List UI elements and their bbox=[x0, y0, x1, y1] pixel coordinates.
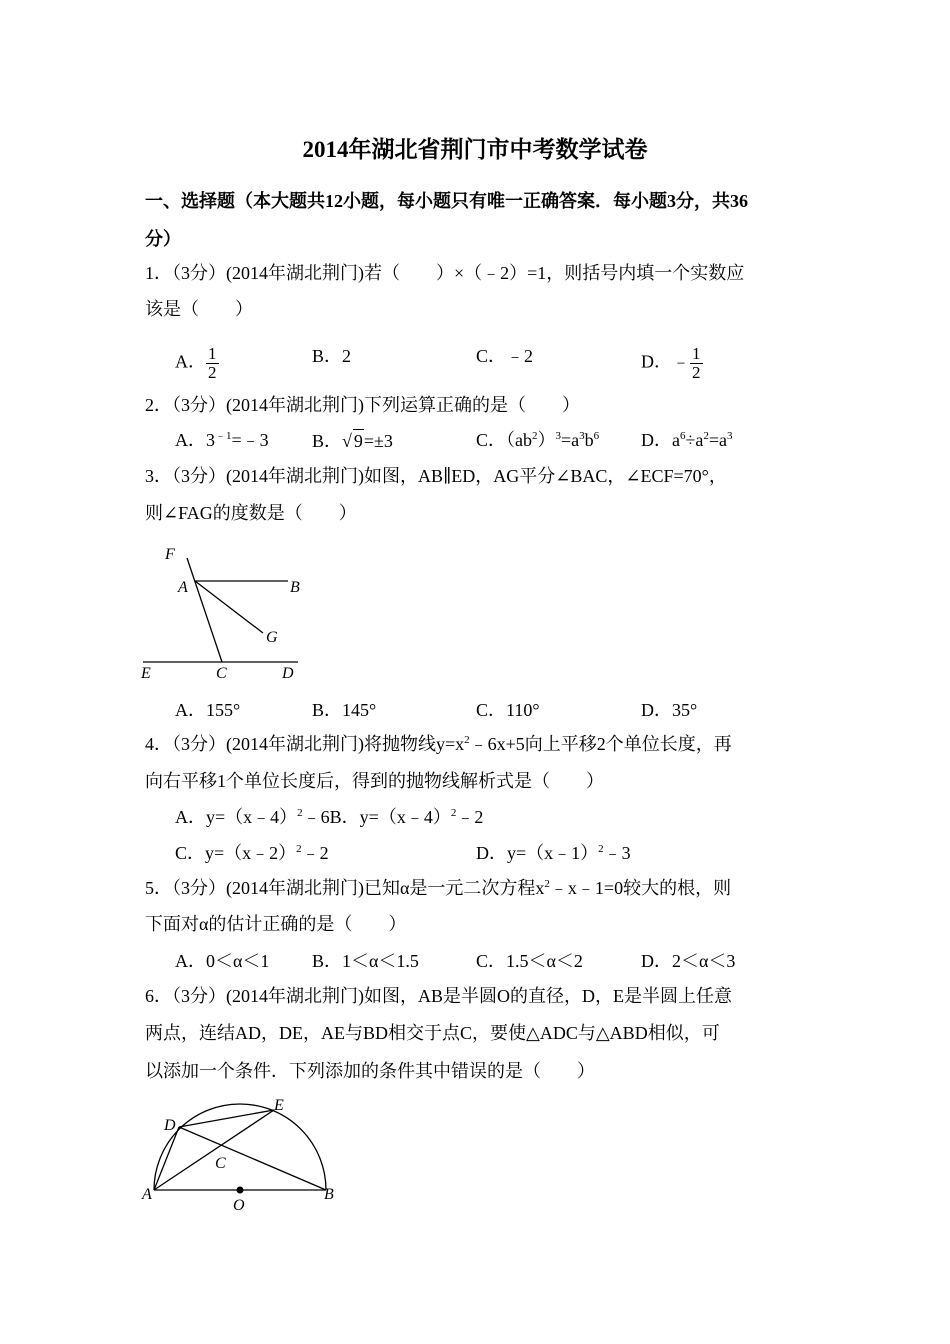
figure-semicircle bbox=[138, 1092, 348, 1217]
q1-option-b: B．2 bbox=[312, 346, 352, 366]
line-ag bbox=[195, 581, 263, 633]
label-c: C bbox=[216, 665, 227, 682]
q3-option-a: A．155° bbox=[175, 700, 241, 720]
label-g: G bbox=[266, 629, 278, 646]
center-point-o bbox=[237, 1187, 244, 1194]
label-a: A bbox=[178, 579, 188, 596]
label-e: E bbox=[274, 1097, 284, 1114]
q5-option-b: B．1＜α＜1.5 bbox=[312, 951, 419, 971]
q6-stem: 6．（3分）(2014年湖北荆门)如图，AB是半圆O的直径，D，E是半圆上任意 bbox=[145, 986, 732, 1006]
q2-option-d: D．$a^6\div a^2=a^3$ bbox=[641, 430, 733, 450]
label-c: C bbox=[215, 1155, 226, 1172]
label-o: O bbox=[233, 1197, 245, 1214]
chord-ad bbox=[154, 1127, 179, 1190]
semicircle-arc bbox=[154, 1104, 326, 1190]
q4-stem-cont: 向右平移1个单位长度后，得到的抛物线解析式是（ ） bbox=[145, 771, 604, 791]
q1-option-a: A． $\frac{1}{2}$ bbox=[175, 344, 217, 382]
q3-option-c: C．110° bbox=[476, 700, 540, 720]
q2-option-b: B．√ 9=±3 bbox=[312, 431, 393, 451]
q5-option-c: C．1.5＜α＜2 bbox=[476, 951, 583, 971]
figure-parallel-lines bbox=[138, 540, 308, 685]
label-b: B bbox=[290, 579, 300, 596]
q6-stem-cont: 两点，连结AD，DE，AE与BD相交于点C，要使△ADC与△ABD相似，可 bbox=[145, 1023, 720, 1043]
q5-option-d: D．2＜α＜3 bbox=[641, 951, 736, 971]
q4-stem: 4．（3分）(2014年湖北荆门)将抛物线$y=x^2﹣6x+5$向上平移2个单位长度，再 bbox=[145, 734, 732, 754]
q4-option-d: D．y=（x﹣1）$^2$﹣3 bbox=[476, 843, 631, 863]
q5-stem-cont: 下面对α的估计正确的是（ ） bbox=[145, 914, 407, 934]
q2-option-c: C．$(ab^2)^3=a^3b^6$ bbox=[476, 430, 600, 450]
label-b: B bbox=[324, 1186, 334, 1203]
q3-stem-cont: 则∠FAG的度数是（ ） bbox=[145, 503, 357, 523]
q2-option-a: A．$3^{﹣1}=﹣3$ bbox=[175, 430, 269, 450]
q1-stem-cont: 该是（ ） bbox=[145, 299, 253, 319]
label-d: D bbox=[164, 1117, 176, 1134]
page-title: 2014年湖北省荆门市中考数学试卷 bbox=[302, 137, 648, 162]
q2-stem: 2．（3分）(2014年湖北荆门)下列运算正确的是（ ） bbox=[145, 395, 580, 415]
q4-option-c: C．y=（x﹣2）$^2$﹣2 bbox=[175, 843, 329, 863]
label-e: E bbox=[141, 665, 151, 682]
line-fc bbox=[187, 558, 222, 662]
section-heading-cont: 分） bbox=[145, 229, 181, 249]
q3-stem: 3．（3分）(2014年湖北荆门)如图，AB∥ED，AG平分∠BAC，∠ECF=70°， bbox=[145, 466, 727, 486]
q6-stem-cont2: 以添加一个条件．下列添加的条件其中错误的是（ ） bbox=[145, 1061, 595, 1081]
q4-option-ab: A．y=（x﹣4）$^2$﹣6B．y=（x﹣4）$^2$﹣2 bbox=[175, 807, 484, 827]
q1-stem: 1．（3分）(2014年湖北荆门)若（ ）×（﹣2）=1，则括号内填一个实数应 bbox=[145, 263, 745, 283]
label-f: F bbox=[165, 546, 175, 563]
q3-option-b: B．145° bbox=[312, 700, 377, 720]
label-d: D bbox=[282, 665, 294, 682]
section-heading: 一、选择题（本大题共12小题，每小题只有唯一正确答案．每小题3分，共36 bbox=[145, 191, 748, 211]
q5-stem: 5．（3分）(2014年湖北荆门)已知α是一元二次方程$x^2﹣x﹣1=0$较大的根，则 bbox=[145, 878, 732, 898]
q1-option-c: C．﹣2 bbox=[476, 346, 534, 366]
q5-option-a: A．0＜α＜1 bbox=[175, 951, 270, 971]
label-a: A bbox=[142, 1186, 152, 1203]
q3-option-d: D．35° bbox=[641, 700, 698, 720]
q1-option-d: D．﹣ $\frac{1}{2}$ bbox=[641, 344, 701, 382]
